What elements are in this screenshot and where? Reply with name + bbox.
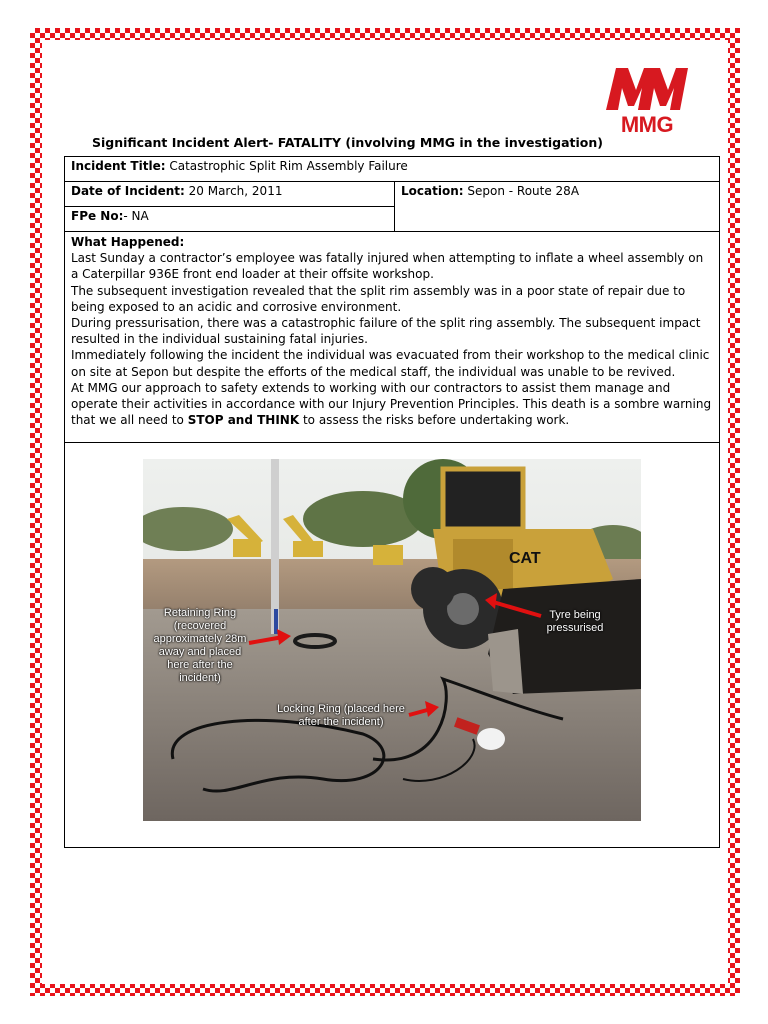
tyre-callout: Tyre being pressurised (546, 609, 604, 634)
stop-and-think-emphasis: STOP and THINK (187, 413, 300, 428)
what-happened-cell (65, 232, 720, 443)
paragraph-4: Immediately following the incident the individual was evacuated from their workshop to the medical clinic on site at Sepon but despite the efforts of the medical staff, the individual was unable to be revived. (71, 348, 710, 379)
document-title: Significant Incident Alert- FATALITY (involving MMG in the investigation) (92, 135, 603, 150)
location-label: Location: (401, 184, 464, 198)
fpe-value: - NA (123, 209, 149, 223)
incident-form-table (64, 156, 720, 848)
photo-cell (65, 443, 720, 848)
paragraph-1: Last Sunday a contractor’s employee was fatally injured when attempting to inflate a wheel assembly on a Caterpillar 936E front end loader at their offsite workshop. (71, 251, 704, 282)
date-cell (65, 182, 395, 207)
paragraph-3: During pressurisation, there was a catastrophic failure of the split ring assembly. The subsequent impact resulted in the individual sustaining fatal injuries. (71, 316, 701, 347)
paragraph-2: The subsequent investigation revealed that the split rim assembly was in a poor state of repair due to being exposed to an acidic and corrosive environment. (71, 283, 686, 314)
paragraph-5-end: to assess the risks before undertaking work. (299, 413, 570, 428)
incident-title-cell (65, 157, 720, 182)
paragraph-5-start: At MMG our approach to safety extends to working with our contractors to assist them manage and operate their activities in accordance with our Injury Prevention Principles. This death is a sombre warning that we all need to (71, 380, 712, 428)
location-cell (395, 182, 720, 232)
fpe-label: FPe No: (71, 209, 124, 223)
date-label: Date of Incident: (71, 184, 185, 198)
what-happened-label: What Happened: (71, 235, 185, 249)
incident-photo (143, 459, 641, 821)
location-value: Sepon - Route 28A (467, 184, 580, 198)
date-value: 20 March, 2011 (188, 184, 283, 198)
retaining-ring-callout: Retaining Ring (recovered approximately 28m away and placed here after the incident) (153, 607, 247, 684)
paragraph-5 (71, 380, 713, 429)
mmg-logo (604, 66, 690, 137)
fpe-cell (65, 207, 395, 232)
locking-ring-callout: Locking Ring (placed here after the incident) (277, 703, 405, 728)
logo-text: MMG (620, 112, 674, 137)
loader-cat-marking: CAT (509, 550, 541, 567)
incident-title-value: Catastrophic Split Rim Assembly Failure (169, 159, 408, 173)
mmg-logo-mark-icon (604, 66, 690, 112)
incident-title-label: Incident Title: (71, 159, 166, 173)
